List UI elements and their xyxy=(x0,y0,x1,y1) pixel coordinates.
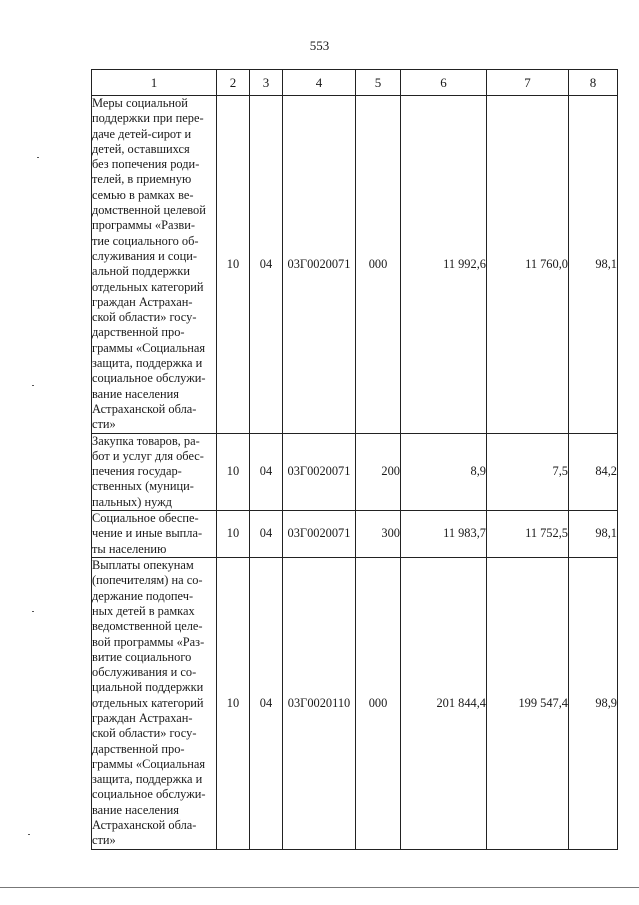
text-line: дарственной про- xyxy=(92,741,185,756)
text-line: детей, оставшихся xyxy=(92,141,190,156)
budget-table xyxy=(91,69,618,850)
text-line: бот и услуг для обес- xyxy=(92,448,204,463)
text-line: обслуживания и со- xyxy=(92,665,197,680)
row-description xyxy=(92,433,217,510)
row-description xyxy=(92,96,217,434)
target-article-code: 03Г0020071 xyxy=(283,433,356,510)
text-line: социальное обслужи- xyxy=(92,787,206,802)
actual-amount: 11 752,5 xyxy=(487,511,569,558)
table-row xyxy=(92,558,618,850)
section-code: 10 xyxy=(217,511,250,558)
text-line: Выплаты опекунам xyxy=(92,558,194,573)
execution-percent: 98,1 xyxy=(569,96,618,434)
planned-amount: 11 992,6 xyxy=(401,96,487,434)
text-line: альной поддержки xyxy=(92,264,190,279)
column-header: 7 xyxy=(487,70,569,96)
actual-amount: 7,5 xyxy=(487,433,569,510)
text-line: Закупка товаров, ра- xyxy=(92,433,200,448)
expense-type-code: 300 xyxy=(356,511,401,558)
subsection-code: 04 xyxy=(250,433,283,510)
scan-edge-line xyxy=(0,887,639,888)
column-header: 3 xyxy=(250,70,283,96)
section-code: 10 xyxy=(217,558,250,850)
text-line: Астраханской обла- xyxy=(92,818,197,833)
page-number: 553 xyxy=(309,38,330,53)
text-line: Социальное обеспе- xyxy=(92,511,199,526)
text-line: ской области» госу- xyxy=(92,310,197,325)
execution-percent: 98,1 xyxy=(569,511,618,558)
section-code: 10 xyxy=(217,433,250,510)
text-line: чение и иные выпла- xyxy=(92,526,203,541)
execution-percent: 84,2 xyxy=(569,433,618,510)
planned-amount: 8,9 xyxy=(401,433,487,510)
scan-speck xyxy=(32,385,34,386)
text-line: сти» xyxy=(92,833,116,848)
column-header: 5 xyxy=(356,70,401,96)
section-code: 10 xyxy=(217,96,250,434)
text-line: поддержки при пере- xyxy=(92,111,204,126)
actual-amount: 199 547,4 xyxy=(487,558,569,850)
text-line: вой программы «Раз- xyxy=(92,634,205,649)
column-header: 2 xyxy=(217,70,250,96)
text-line: даче детей-сирот и xyxy=(92,126,192,141)
expense-type-code: 200 xyxy=(356,433,401,510)
text-line: семью в рамках ве- xyxy=(92,187,194,202)
text-line: сти» xyxy=(92,417,116,432)
text-line: отдельных категорий xyxy=(92,695,204,710)
text-line: социальное обслужи- xyxy=(92,371,206,386)
scan-speck xyxy=(28,834,30,835)
table-row xyxy=(92,433,618,510)
expense-type-code: 000 xyxy=(356,558,401,850)
text-line: граммы «Социальная xyxy=(92,340,206,355)
planned-amount: 201 844,4 xyxy=(401,558,487,850)
text-line: Астраханской обла- xyxy=(92,401,197,416)
text-line: (попечителям) на со- xyxy=(92,573,203,588)
target-article-code: 03Г0020071 xyxy=(283,511,356,558)
text-line: ственных (муници- xyxy=(92,479,194,494)
text-line: пальных) нужд xyxy=(92,494,172,509)
text-line: витие социального xyxy=(92,649,192,664)
scan-speck xyxy=(37,157,39,158)
text-line: домственной целевой xyxy=(92,203,206,218)
text-line: вание населения xyxy=(92,802,179,817)
text-line: служивания и соци- xyxy=(92,248,197,263)
planned-amount: 11 983,7 xyxy=(401,511,487,558)
text-line: дарственной про- xyxy=(92,325,185,340)
scan-speck xyxy=(32,611,34,612)
text-line: телей, в приемную xyxy=(92,172,192,187)
subsection-code: 04 xyxy=(250,558,283,850)
row-description xyxy=(92,511,217,558)
text-line: тие социального об- xyxy=(92,233,199,248)
subsection-code: 04 xyxy=(250,511,283,558)
text-line: защита, поддержка и xyxy=(92,772,203,787)
text-line: ных детей в рамках xyxy=(92,603,195,618)
execution-percent: 98,9 xyxy=(569,558,618,850)
text-line: граммы «Социальная xyxy=(92,756,206,771)
text-line: ведомственной целе- xyxy=(92,619,203,634)
text-line: отдельных категорий xyxy=(92,279,204,294)
text-line: ской области» госу- xyxy=(92,726,197,741)
row-description xyxy=(92,558,217,850)
target-article-code: 03Г0020071 xyxy=(283,96,356,434)
column-header: 1 xyxy=(92,70,217,96)
column-header: 8 xyxy=(569,70,618,96)
text-line: граждан Астрахан- xyxy=(92,710,193,725)
text-line: циальной поддержки xyxy=(92,680,204,695)
text-line: без попечения роди- xyxy=(92,157,200,172)
subsection-code: 04 xyxy=(250,96,283,434)
column-header: 4 xyxy=(283,70,356,96)
column-header: 6 xyxy=(401,70,487,96)
text-line: держание подопеч- xyxy=(92,588,194,603)
text-line: защита, поддержка и xyxy=(92,356,203,371)
table-row xyxy=(92,511,618,558)
text-line: граждан Астрахан- xyxy=(92,294,193,309)
target-article-code: 03Г0020110 xyxy=(283,558,356,850)
text-line: программы «Разви- xyxy=(92,218,195,233)
text-line: Меры социальной xyxy=(92,96,188,110)
actual-amount: 11 760,0 xyxy=(487,96,569,434)
expense-type-code: 000 xyxy=(356,96,401,434)
text-line: вание населения xyxy=(92,386,179,401)
table-row xyxy=(92,96,618,434)
header-row xyxy=(92,70,618,96)
text-line: ты населению xyxy=(92,541,167,556)
text-line: печения государ- xyxy=(92,464,182,479)
